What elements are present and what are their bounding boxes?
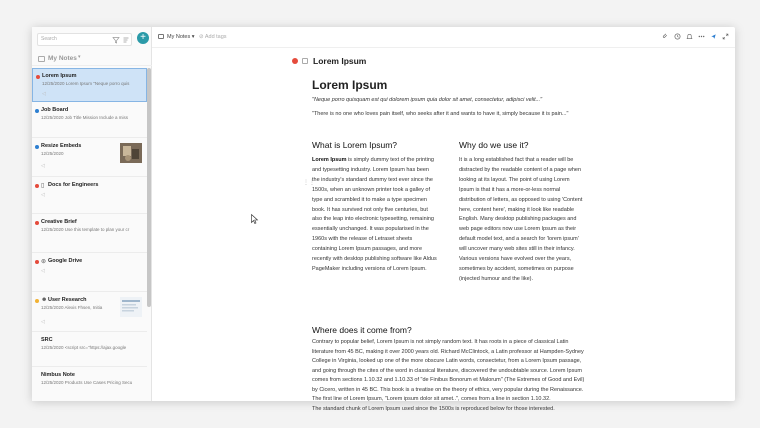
chevron-down-icon: ▾ <box>78 54 81 60</box>
sort-icon[interactable] <box>122 36 130 44</box>
heading-what-is: What is Lorem Ipsum? <box>312 140 398 150</box>
notebook-label: My Notes <box>48 55 77 62</box>
note-color-dot <box>35 299 39 303</box>
note-snippet: 12/25/2020 Job Title Mission Include a miss <box>41 115 129 120</box>
quote-text: "Neque porro quisquam est qui dolorem ipsum quia dolor sit amet, consectetur, adipisci velit..." <box>312 97 543 103</box>
share-icon: ◁ <box>41 163 45 169</box>
note-item-src[interactable] <box>32 333 147 367</box>
notebook-icon <box>38 56 45 62</box>
note-item-lorem-ipsum[interactable] <box>32 68 147 102</box>
heading-where-from: Where does it come from? <box>312 325 412 335</box>
note-color-dot <box>35 260 39 264</box>
google-drive-icon: ⊛ <box>41 259 47 265</box>
mouse-cursor-icon <box>251 214 259 224</box>
note-item-docs-for-engineers[interactable] <box>32 178 147 214</box>
note-title: Nimbus Note <box>41 372 75 378</box>
note-snippet: 12/25/2020 Use this template to plan your cr <box>41 227 130 232</box>
share-icon[interactable] <box>710 33 717 40</box>
note-item-resize-embeds[interactable] <box>32 139 147 177</box>
drag-handle-icon[interactable]: ⋮⋮ <box>303 180 315 186</box>
new-note-button[interactable]: + <box>137 32 149 44</box>
note-color-dot <box>35 109 39 113</box>
note-color-dot[interactable] <box>292 58 298 64</box>
note-title: User Research <box>48 297 87 303</box>
share-icon: ◁ <box>41 192 45 198</box>
filter-icon[interactable] <box>112 36 120 44</box>
note-item-job-board[interactable] <box>32 103 147 138</box>
column-why-use: It is a long established fact that a reader will be distracted by the readable content of a page when looking at its layout. The point of using Lorem Ipsum is that it has a more-or-less normal distribution of letters, as opposed to using 'Content here, content here', making it look like readable English. Many desktop publishing packages and web page editors now use Lorem Ipsum as their default model text, and a search for 'lorem ipsum' will uncover many web sites still in their infancy. Various versions have evolved over the years, sometimes by accident, sometimes on purpose (injected humour and the like). <box>459 157 583 282</box>
sidebar <box>32 27 152 401</box>
note-color-dot <box>36 75 40 79</box>
more-icon[interactable] <box>698 33 705 40</box>
breadcrumb-label: My Notes <box>167 34 191 40</box>
note-title: Lorem Ipsum <box>42 73 77 79</box>
add-tags-label: Add tags <box>204 34 227 40</box>
fullscreen-icon[interactable] <box>722 33 729 40</box>
bold-term: Lorem Ipsum <box>312 157 347 163</box>
paragraph-text: Contrary to popular belief, Lorem Ipsum is not simply random text. It has roots in a piece of classical Latin literature from 45 BC, making it over 2000 years old. Richard McClintock, a Latin professor at Hampden-Sydney College in Virginia, looked up one of the more obscure Latin words, consectetur, from a Lorem Ipsum passage, and going through the cites of the word in classical literature, discovered the undoubtable source. Lorem Ipsum comes from sections 1.10.32 and 1.10.33 of "de Finibus Bonorum et Malorum" (The Extremes of Good and Evil) by Cicero, written in 45 BC. This book is a treatise on the theory of ethics, very popular during the Renaissance. The first line of Lorem Ipsum, "Lorem ipsum dolor sit amet..", comes from a line in section 1.10.32. <box>312 339 585 402</box>
note-title: Google Drive <box>48 258 83 264</box>
note-item-nimbus-note[interactable] <box>32 368 147 401</box>
reminder-icon[interactable] <box>686 33 693 40</box>
note-item-creative-brief[interactable] <box>32 215 147 253</box>
share-icon: ◁ <box>41 319 45 325</box>
note-title-input[interactable]: Lorem Ipsum <box>313 56 367 66</box>
tag-icon: ⊘ <box>199 34 204 40</box>
paragraph-tail: The standard chunk of Lorem Ipsum used since the 1500s is reproduced below for those interested. <box>312 405 555 412</box>
attachment-icon[interactable] <box>662 33 669 40</box>
column-text: is simply dummy text of the printing and typesetting industry. Lorem Ipsum has been the industry's standard dummy text ever since the 1500s, when an unknown printer took a galley of type and scrambled it to make a type specimen book. It has survived not only five centuries, but also the leap into electronic typesetting, remaining essentially unchanged. It was popularised in the 1960s with the release of Letraset sheets containing Lorem Ipsum passages, and more recently with desktop publishing software like Aldus PageMaker including versions of Lorem Ipsum. <box>312 157 437 272</box>
history-icon[interactable] <box>674 33 681 40</box>
note-snippet: 12/25/2020 Lorem Ipsum "Neque porro quis <box>42 81 130 86</box>
note-editor[interactable] <box>152 48 735 412</box>
note-item-user-research[interactable] <box>32 293 147 332</box>
column-what-is <box>312 156 438 275</box>
heading-why-use: Why do we use it? <box>459 140 529 150</box>
editor-toolbar <box>152 27 735 48</box>
paragraph-where-from <box>312 338 588 414</box>
people-icon: ☻ <box>41 297 48 303</box>
note-title: SRC <box>41 337 53 343</box>
note-list <box>32 68 147 401</box>
note-title: Job Board <box>41 107 69 113</box>
doc-icon: ▯ <box>41 183 45 189</box>
note-snippet: 12/25/2020 Products Use Cases Pricing Secu <box>41 380 133 385</box>
folder-icon <box>158 34 164 39</box>
note-item-google-drive[interactable] <box>32 254 147 292</box>
note-type-icon <box>302 58 308 64</box>
paragraph: "There is no one who loves pain itself, who seeks after it and wants to have it, simply because it is pain..." <box>312 111 569 117</box>
add-tags-button[interactable] <box>199 34 227 40</box>
note-color-dot <box>35 184 39 188</box>
note-title: Resize Embeds <box>41 143 82 149</box>
app-window <box>32 27 735 412</box>
note-thumbnail <box>120 143 142 163</box>
note-snippet: 12/25/2020 <script src="https://ajax.google <box>41 345 127 350</box>
note-title: Creative Brief <box>41 219 77 225</box>
search-input[interactable] <box>37 33 132 46</box>
note-title: Docs for Engineers <box>48 182 99 188</box>
notebook-breadcrumb[interactable]: My Notes ▾ <box>158 34 195 40</box>
notebook-selector[interactable] <box>32 53 152 66</box>
note-color-dot <box>35 221 39 225</box>
note-snippet: 12/25/2020 <box>41 151 64 156</box>
share-icon: ◁ <box>41 268 45 274</box>
toolbar-actions <box>662 33 729 40</box>
note-list-scrollbar[interactable] <box>147 68 151 307</box>
note-color-dot <box>35 145 39 149</box>
note-snippet: 12/25/2020 Alexis Fhsen, Initia <box>41 305 103 310</box>
heading-1: Lorem Ipsum <box>312 78 388 92</box>
share-icon: ◁ <box>42 91 46 97</box>
search-placeholder: Search <box>41 36 57 42</box>
note-thumbnail <box>120 297 142 317</box>
